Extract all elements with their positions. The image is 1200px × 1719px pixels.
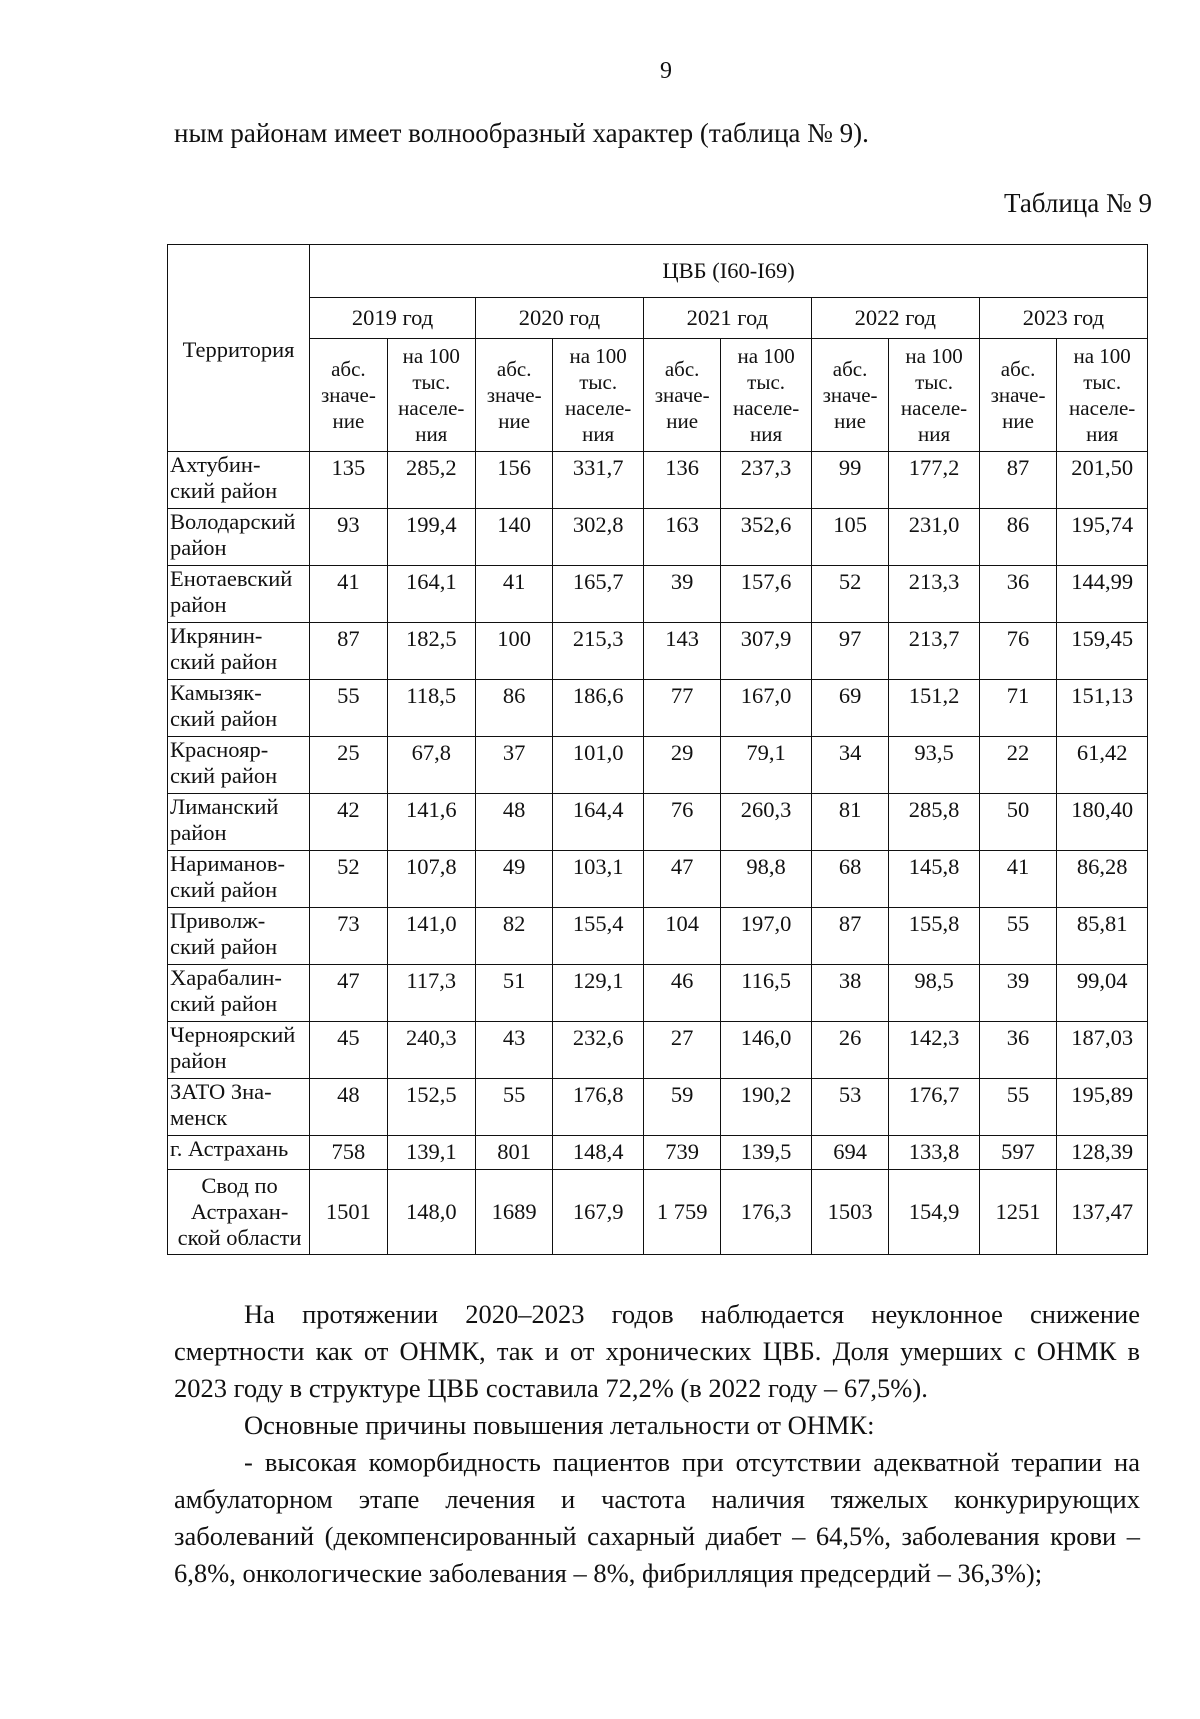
table-row: [168, 908, 1148, 965]
year-header: 2019 год: [310, 298, 476, 339]
per-100k-cell: 164,4: [553, 794, 643, 851]
per-100k-cell: 157,6: [721, 566, 811, 623]
header-line: абс.: [1000, 357, 1036, 381]
per-100k-cell: 285,2: [387, 452, 475, 509]
per-100k-header: [889, 339, 979, 452]
abs-value-cell: 1689: [475, 1170, 553, 1255]
territory-line: ский район: [170, 991, 278, 1016]
abs-value-cell: 76: [979, 623, 1057, 680]
header-line: на 100: [569, 344, 627, 368]
territory-line: ский район: [170, 649, 278, 674]
intro-text: ным районам имеет волнообразный характер (таблица № 9).: [174, 118, 869, 148]
per-100k-cell: 201,50: [1057, 452, 1148, 509]
abs-value-cell: 100: [475, 623, 553, 680]
territory-line: район: [170, 1048, 227, 1073]
abs-value-cell: 48: [475, 794, 553, 851]
abs-value-cell: 59: [643, 1079, 721, 1136]
per-100k-cell: 167,9: [553, 1170, 643, 1255]
header-line: ние: [834, 409, 866, 433]
abs-value-header: [310, 339, 388, 452]
abs-value-cell: 22: [979, 737, 1057, 794]
per-100k-cell: 151,13: [1057, 680, 1148, 737]
per-100k-cell: 117,3: [387, 965, 475, 1022]
territory-line: ский район: [170, 934, 278, 959]
header-line: ния: [415, 422, 448, 446]
table-row: [168, 623, 1148, 680]
abs-value-cell: 47: [643, 851, 721, 908]
per-100k-header: [553, 339, 643, 452]
header-line: ния: [582, 422, 615, 446]
territory-line: Астрахан-: [190, 1199, 289, 1224]
abs-value-cell: 69: [811, 680, 889, 737]
territory-line: Икрянин-: [170, 623, 263, 648]
territory-cell: [168, 794, 310, 851]
per-100k-cell: 101,0: [553, 737, 643, 794]
territory-cell: [168, 509, 310, 566]
abs-value-cell: 758: [310, 1136, 388, 1170]
abs-value-cell: 27: [643, 1022, 721, 1079]
header-line: ние: [332, 409, 365, 433]
abs-value-cell: 25: [310, 737, 388, 794]
per-100k-cell: 118,5: [387, 680, 475, 737]
per-100k-cell: 213,7: [889, 623, 979, 680]
abs-value-cell: 77: [643, 680, 721, 737]
abs-value-cell: 135: [310, 452, 388, 509]
header-line: тыс.: [915, 370, 953, 394]
abs-value-cell: 1251: [979, 1170, 1057, 1255]
table-row: [168, 1136, 1148, 1170]
abs-value-cell: 694: [811, 1136, 889, 1170]
header-line: населе-: [565, 396, 632, 420]
header-line: населе-: [398, 396, 465, 420]
territory-line: район: [170, 820, 227, 845]
abs-value-cell: 97: [811, 623, 889, 680]
table-row: [168, 794, 1148, 851]
abs-value-cell: 136: [643, 452, 721, 509]
territory-header: Территория: [168, 245, 310, 452]
per-100k-cell: 176,8: [553, 1079, 643, 1136]
per-100k-cell: 165,7: [553, 566, 643, 623]
header-line: населе-: [732, 396, 800, 420]
abs-value-cell: 93: [310, 509, 388, 566]
header-line: ние: [666, 409, 699, 433]
per-100k-cell: 186,6: [553, 680, 643, 737]
per-100k-header: [1057, 339, 1148, 452]
header-line: значе-: [822, 383, 878, 407]
territory-line: Черноярский: [170, 1022, 296, 1047]
abs-value-cell: 46: [643, 965, 721, 1022]
territory-cell: [168, 1022, 310, 1079]
abs-value-cell: 48: [310, 1079, 388, 1136]
territory-cell: [168, 1079, 310, 1136]
per-100k-cell: 232,6: [553, 1022, 643, 1079]
per-100k-cell: 137,47: [1057, 1170, 1148, 1255]
abs-value-cell: 68: [811, 851, 889, 908]
table-row: [168, 965, 1148, 1022]
header-line: ния: [1086, 422, 1119, 446]
abs-value-cell: 39: [643, 566, 721, 623]
abs-value-cell: 41: [475, 566, 553, 623]
per-100k-cell: 141,0: [387, 908, 475, 965]
per-100k-cell: 116,5: [721, 965, 811, 1022]
table-row: [168, 737, 1148, 794]
per-100k-cell: 79,1: [721, 737, 811, 794]
per-100k-cell: 99,04: [1057, 965, 1148, 1022]
header-line: значе-: [486, 383, 542, 407]
territory-line: менск: [170, 1105, 228, 1130]
data-table: [167, 244, 1148, 1255]
territory-cell: [168, 851, 310, 908]
territory-cell: [168, 452, 310, 509]
abs-value-cell: 39: [979, 965, 1057, 1022]
abs-value-cell: 51: [475, 965, 553, 1022]
per-100k-cell: 231,0: [889, 509, 979, 566]
per-100k-cell: 145,8: [889, 851, 979, 908]
abs-value-cell: 49: [475, 851, 553, 908]
abs-value-cell: 86: [475, 680, 553, 737]
territory-cell: [168, 737, 310, 794]
abs-value-cell: 81: [811, 794, 889, 851]
abs-value-cell: 82: [475, 908, 553, 965]
per-100k-cell: 182,5: [387, 623, 475, 680]
header-line: абс.: [664, 357, 700, 381]
per-100k-cell: 152,5: [387, 1079, 475, 1136]
abs-value-cell: 29: [643, 737, 721, 794]
year-header: 2021 год: [643, 298, 811, 339]
per-100k-cell: 331,7: [553, 452, 643, 509]
territory-line: район: [170, 535, 227, 560]
territory-cell: [168, 623, 310, 680]
territory-cell: [168, 965, 310, 1022]
table-row: [168, 1022, 1148, 1079]
table-row: [168, 1079, 1148, 1136]
abs-value-cell: 38: [811, 965, 889, 1022]
table-row: [168, 566, 1148, 623]
abs-value-cell: 42: [310, 794, 388, 851]
abs-value-cell: 53: [811, 1079, 889, 1136]
header-line: на 100: [905, 344, 963, 368]
per-100k-cell: 187,03: [1057, 1022, 1148, 1079]
abs-value-cell: 52: [811, 566, 889, 623]
abs-value-cell: 597: [979, 1136, 1057, 1170]
per-100k-cell: 180,40: [1057, 794, 1148, 851]
territory-line: Камызяк-: [170, 680, 262, 705]
per-100k-cell: 93,5: [889, 737, 979, 794]
per-100k-cell: 155,4: [553, 908, 643, 965]
territory-line: район: [170, 592, 227, 617]
header-line: ния: [917, 422, 951, 446]
abs-value-header: [811, 339, 889, 452]
per-100k-cell: 103,1: [553, 851, 643, 908]
abs-value-cell: 163: [643, 509, 721, 566]
paragraph: На протяжении 2020–2023 годов наблюдается неуклонное снижение смертности как от ОНМК, так и от хронических ЦВБ. Доля умерших с ОНМК в 2023 году в структуре ЦВБ составила 72,2% (в 2022 году – 67,5%).: [174, 1299, 1140, 1403]
per-100k-cell: 85,81: [1057, 908, 1148, 965]
territory-cell: [168, 908, 310, 965]
abs-value-cell: 36: [979, 1022, 1057, 1079]
abs-value-cell: 41: [979, 851, 1057, 908]
territory-line: Нариманов-: [170, 851, 286, 876]
body-text: [174, 1296, 1140, 1592]
abs-value-cell: 41: [310, 566, 388, 623]
territory-line: ЗАТО Зна-: [170, 1079, 272, 1104]
header-line: тыс.: [747, 370, 786, 394]
per-100k-cell: 142,3: [889, 1022, 979, 1079]
territory-line: ский район: [170, 877, 278, 902]
abs-value-cell: 86: [979, 509, 1057, 566]
abs-value-cell: 105: [811, 509, 889, 566]
abs-value-cell: 52: [310, 851, 388, 908]
table-row: [168, 680, 1148, 737]
header-line: на 100: [1073, 344, 1131, 368]
territory-cell: [168, 1170, 310, 1255]
per-100k-cell: 128,39: [1057, 1136, 1148, 1170]
abs-value-cell: 104: [643, 908, 721, 965]
per-100k-cell: 67,8: [387, 737, 475, 794]
per-100k-cell: 61,42: [1057, 737, 1148, 794]
territory-cell: [168, 680, 310, 737]
abs-value-cell: 43: [475, 1022, 553, 1079]
per-100k-cell: 148,4: [553, 1136, 643, 1170]
group-header: ЦВБ (I60-I69): [310, 245, 1148, 298]
abs-value-header: [475, 339, 553, 452]
header-line: тыс.: [412, 370, 451, 394]
territory-line: Краснояр-: [170, 737, 269, 762]
abs-value-cell: 37: [475, 737, 553, 794]
abs-value-cell: 1503: [811, 1170, 889, 1255]
year-header: 2023 год: [979, 298, 1147, 339]
per-100k-cell: 260,3: [721, 794, 811, 851]
abs-value-cell: 143: [643, 623, 721, 680]
per-100k-cell: 195,89: [1057, 1079, 1148, 1136]
per-100k-cell: 176,7: [889, 1079, 979, 1136]
header-line: абс.: [832, 357, 868, 381]
per-100k-cell: 307,9: [721, 623, 811, 680]
per-100k-cell: 197,0: [721, 908, 811, 965]
per-100k-cell: 154,9: [889, 1170, 979, 1255]
per-100k-cell: 352,6: [721, 509, 811, 566]
header-line: тыс.: [1083, 370, 1122, 394]
abs-value-cell: 71: [979, 680, 1057, 737]
abs-value-header: [979, 339, 1057, 452]
territory-line: Лиманский: [170, 794, 279, 819]
territory-cell: [168, 1136, 310, 1170]
table-row: [168, 1170, 1148, 1255]
page-number: 9: [660, 58, 672, 84]
abs-value-cell: 26: [811, 1022, 889, 1079]
territory-line: ский район: [170, 763, 278, 788]
header-line: на 100: [402, 344, 460, 368]
header-line: абс.: [331, 357, 366, 381]
abs-value-cell: 45: [310, 1022, 388, 1079]
territory-line: Приволж-: [170, 908, 266, 933]
table-row: [168, 851, 1148, 908]
per-100k-cell: 146,0: [721, 1022, 811, 1079]
abs-value-cell: 140: [475, 509, 553, 566]
header-line: тыс.: [579, 370, 618, 394]
per-100k-cell: 144,99: [1057, 566, 1148, 623]
territory-line: Енотаевский: [170, 566, 293, 591]
header-line: значе-: [654, 383, 710, 407]
per-100k-cell: 240,3: [387, 1022, 475, 1079]
per-100k-cell: 141,6: [387, 794, 475, 851]
per-100k-cell: 164,1: [387, 566, 475, 623]
territory-line: Свод по: [201, 1173, 278, 1198]
per-100k-cell: 129,1: [553, 965, 643, 1022]
abs-value-cell: 55: [979, 908, 1057, 965]
per-100k-cell: 148,0: [387, 1170, 475, 1255]
abs-value-cell: 1 759: [643, 1170, 721, 1255]
per-100k-cell: 139,1: [387, 1136, 475, 1170]
abs-value-cell: 55: [310, 680, 388, 737]
abs-value-cell: 99: [811, 452, 889, 509]
per-100k-cell: 133,8: [889, 1136, 979, 1170]
territory-line: Харабалин-: [170, 965, 282, 990]
abs-value-cell: 50: [979, 794, 1057, 851]
per-100k-cell: 139,5: [721, 1136, 811, 1170]
per-100k-cell: 213,3: [889, 566, 979, 623]
abs-value-header: [643, 339, 721, 452]
header-line: значе-: [320, 383, 376, 407]
per-100k-cell: 86,28: [1057, 851, 1148, 908]
header-line: абс.: [496, 357, 532, 381]
paragraph: - высокая коморбидность пациентов при отсутствии адекватной терапии на амбулаторном этапе лечения и частота наличия тяжелых конкурирующих заболеваний (декомпенсированный сахарный диабет – 64,5%, заболевания крови – 6,8%, онкологические заболевания – 8%, фибрилляция предсердий – 36,3%);: [174, 1447, 1140, 1588]
territory-line: Володарский: [170, 509, 296, 534]
territory-line: ской области: [177, 1225, 302, 1250]
abs-value-cell: 87: [979, 452, 1057, 509]
table-row: [168, 452, 1148, 509]
header-line: населе-: [1069, 396, 1136, 420]
header-line: ние: [498, 409, 531, 433]
abs-value-cell: 47: [310, 965, 388, 1022]
territory-cell: [168, 566, 310, 623]
per-100k-cell: 190,2: [721, 1079, 811, 1136]
abs-value-cell: 156: [475, 452, 553, 509]
territory-line: Ахтубин-: [170, 452, 261, 477]
abs-value-cell: 73: [310, 908, 388, 965]
per-100k-cell: 167,0: [721, 680, 811, 737]
per-100k-cell: 151,2: [889, 680, 979, 737]
territory-line: ский район: [170, 478, 278, 503]
per-100k-cell: 177,2: [889, 452, 979, 509]
per-100k-cell: 237,3: [721, 452, 811, 509]
paragraph: Основные причины повышения летальности от ОНМК:: [244, 1410, 875, 1440]
per-100k-cell: 176,3: [721, 1170, 811, 1255]
abs-value-cell: 87: [811, 908, 889, 965]
territory-line: г. Астрахань: [170, 1136, 289, 1161]
year-header: 2020 год: [475, 298, 643, 339]
header-line: ние: [1002, 409, 1034, 433]
per-100k-cell: 159,45: [1057, 623, 1148, 680]
abs-value-cell: 1501: [310, 1170, 388, 1255]
abs-value-cell: 739: [643, 1136, 721, 1170]
header-line: населе-: [900, 396, 968, 420]
per-100k-header: [387, 339, 475, 452]
abs-value-cell: 36: [979, 566, 1057, 623]
per-100k-cell: 285,8: [889, 794, 979, 851]
per-100k-cell: 98,5: [889, 965, 979, 1022]
year-header: 2022 год: [811, 298, 979, 339]
abs-value-cell: 76: [643, 794, 721, 851]
per-100k-header: [721, 339, 811, 452]
per-100k-cell: 195,74: [1057, 509, 1148, 566]
abs-value-cell: 55: [475, 1079, 553, 1136]
territory-line: ский район: [170, 706, 278, 731]
header-line: значе-: [990, 383, 1046, 407]
header-line: ния: [750, 422, 783, 446]
abs-value-cell: 801: [475, 1136, 553, 1170]
per-100k-cell: 155,8: [889, 908, 979, 965]
per-100k-cell: 302,8: [553, 509, 643, 566]
per-100k-cell: 215,3: [553, 623, 643, 680]
table-caption: Таблица № 9: [1004, 188, 1152, 218]
per-100k-cell: 199,4: [387, 509, 475, 566]
per-100k-cell: 107,8: [387, 851, 475, 908]
abs-value-cell: 87: [310, 623, 388, 680]
abs-value-cell: 55: [979, 1079, 1057, 1136]
per-100k-cell: 98,8: [721, 851, 811, 908]
abs-value-cell: 34: [811, 737, 889, 794]
table-row: [168, 509, 1148, 566]
header-line: на 100: [737, 344, 795, 368]
